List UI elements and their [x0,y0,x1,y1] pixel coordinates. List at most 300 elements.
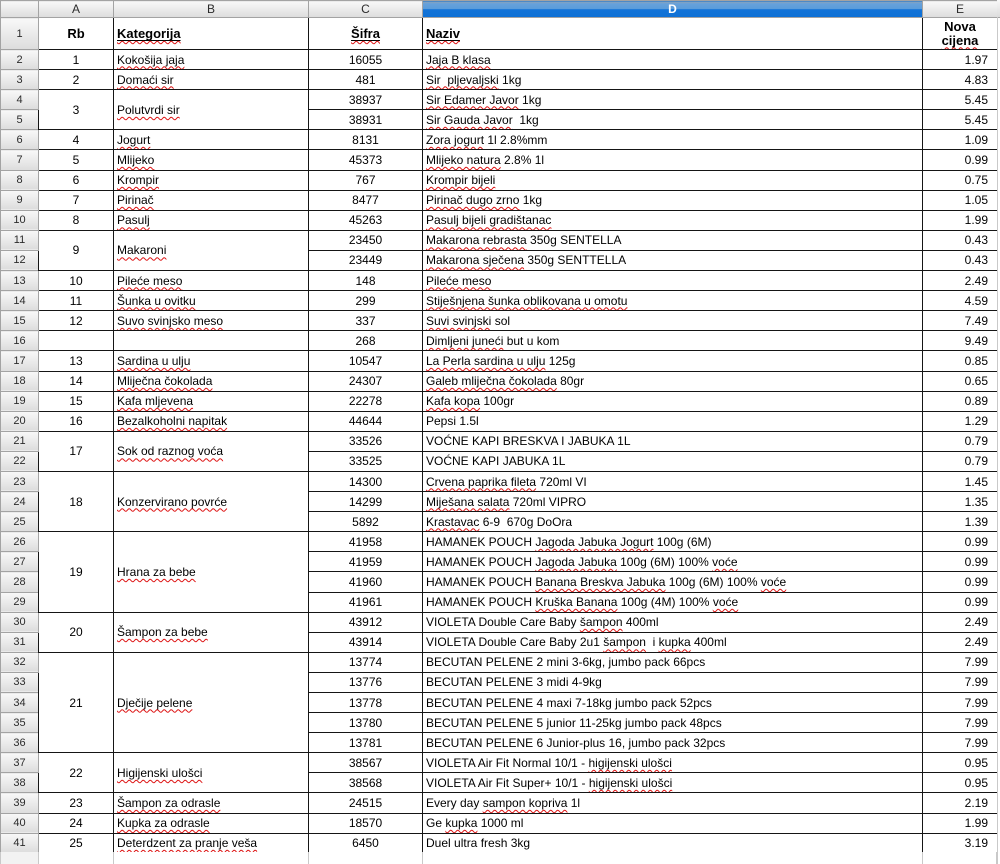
cell-A2[interactable]: 1 [39,50,114,70]
cell-C33[interactable]: 13776 [309,672,423,692]
cell-B40[interactable] [114,813,309,833]
row-header-8[interactable]: 8 [1,170,39,190]
row-header-4[interactable]: 4 [1,90,39,110]
table-row [1,150,998,170]
cell-A15[interactable]: 12 [39,311,114,331]
cell-D32[interactable]: BECUTAN PELENE 2 mini 3-6kg, jumbo pack 66pcs [423,652,923,672]
misspelled-text: Pirinač dugo zrno [426,193,520,208]
cell-A14[interactable]: 11 [39,291,114,311]
cell-E30[interactable]: 2.49 [923,612,998,632]
cell-D15[interactable]: Suvi svinjski sol [423,311,923,331]
row-header-17[interactable]: 17 [1,351,39,371]
cell-D12[interactable]: Makarona sječena 350g SENTTELLA [423,250,923,270]
cell-D36[interactable]: BECUTAN PELENE 6 Junior-plus 16, jumbo pack 32pcs [423,733,923,753]
cell-D24[interactable]: Miješana salata 720ml VIPRO [423,492,923,512]
cell-C23[interactable]: 14300 [309,471,423,491]
cell-A7[interactable]: 5 [39,150,114,170]
cell-E27[interactable]: 0.99 [923,552,998,572]
row-header-31[interactable]: 31 [1,632,39,652]
misspelled-text: Higijenski ulošci [117,765,203,780]
misspelled-text: Stiješnjena šunka oblikovana u omotu [426,293,628,308]
cell-B18[interactable] [114,371,309,391]
cell-E17[interactable]: 0.85 [923,351,998,371]
row-header-3[interactable]: 3 [1,70,39,90]
cell-E14[interactable]: 4.59 [923,291,998,311]
misspelled-text: Bezalkoholni napitak [117,414,228,429]
row-header-30[interactable]: 30 [1,612,39,632]
cell-A3[interactable]: 2 [39,70,114,90]
cell-B4[interactable] [114,90,309,130]
misspelled-text: Zora jogurt [426,132,485,147]
misspelled-text: voće [712,595,739,610]
cell-A18[interactable]: 14 [39,371,114,391]
cell-A30[interactable]: 20 [39,612,114,652]
misspelled-text: voće [712,554,738,569]
cell-C3[interactable]: 481 [309,70,423,90]
misspelled-text: Jagoda Jabuka Jogurt [535,534,654,549]
misspelled-text: Suvo svinjsko meso [117,313,224,328]
table-row [1,753,998,773]
table-row [1,90,998,110]
cell-E1[interactable]: Nova cijena [923,18,998,50]
row-header-27[interactable]: 27 [1,552,39,572]
misspelled-text: Makarona rebrasta [426,233,527,248]
misspelled-text: Kupka za odrasle [117,816,210,831]
row-header-16[interactable]: 16 [1,331,39,351]
cell-B16[interactable] [114,331,309,351]
cell-C35[interactable]: 13780 [309,713,423,733]
cell-D17[interactable]: La Perla sardina u ulju 125g [423,351,923,371]
cell-B3[interactable] [114,70,309,90]
cell-D16[interactable]: Dimljeni juneći but u kom [423,331,923,351]
cell-A13[interactable]: 10 [39,271,114,291]
row-header-12[interactable]: 12 [1,250,39,270]
cell-D34[interactable]: BECUTAN PELENE 4 maxi 7-18kg jumbo pack 52pcs [423,693,923,713]
column-header-E[interactable]: E [923,1,998,18]
cell-E24[interactable]: 1.35 [923,492,998,512]
header-label [117,26,181,41]
cell-C25[interactable]: 5892 [309,512,423,532]
misspelled-text: Makarona sječena [426,253,525,268]
cell-B17[interactable] [114,351,309,371]
cell-E23[interactable]: 1.45 [923,471,998,491]
cell-D26[interactable]: HAMANEK POUCH Jagoda Jabuka Jogurt 100g (6M) [423,532,923,552]
column-header-A[interactable]: A [39,1,114,18]
cell-C9[interactable]: 8477 [309,190,423,210]
row-header-32[interactable]: 32 [1,652,39,672]
cell-E19[interactable]: 0.89 [923,391,998,411]
cell-C26[interactable]: 41958 [309,532,423,552]
cell-D35[interactable]: BECUTAN PELENE 5 junior 11-25kg jumbo pack 48pcs [423,713,923,733]
row-header-21[interactable]: 21 [1,431,39,451]
column-header-D[interactable]: D [423,1,923,18]
cell-E2[interactable]: 1.97 [923,50,998,70]
misspelled-text: Kokošija jaja [117,52,185,67]
cell-C39[interactable]: 24515 [309,793,423,813]
cell-E5[interactable]: 5.45 [923,110,998,130]
row-header-18[interactable]: 18 [1,371,39,391]
cell-E40[interactable]: 1.99 [923,813,998,833]
cell-E15[interactable]: 7.49 [923,311,998,331]
misspelled-text: La Perla sardina u ulju [426,353,546,368]
cell-D40[interactable]: Ge kupka 1000 ml [423,813,923,833]
cell-B13[interactable] [114,271,309,291]
cell-E39[interactable]: 2.19 [923,793,998,813]
misspelled-text: Kategorija [117,26,181,41]
cell-D3[interactable]: Sir pljevaljski 1kg [423,70,923,90]
misspelled-text: Sok od raznog voća [117,444,224,459]
misspelled-text: Pileće meso [117,273,183,288]
gridline [113,852,114,864]
misspelled-text: Šifra [351,26,380,41]
cell-C38[interactable]: 38568 [309,773,423,793]
cell-C1[interactable] [309,18,423,50]
cell-D25[interactable]: Krastavac 6-9 670g DoOra [423,512,923,532]
row-header-41[interactable]: 41 [1,833,39,853]
misspelled-text: Polutvrdi sir [117,102,180,117]
cell-D9[interactable]: Pirinač dugo zrno 1kg [423,190,923,210]
cell-C11[interactable]: 23450 [309,230,423,250]
cell-A37[interactable]: 22 [39,753,114,793]
cell-B14[interactable] [114,291,309,311]
table-row [1,652,998,672]
cell-B11[interactable] [114,230,309,270]
row-header-35[interactable]: 35 [1,713,39,733]
misspelled-text: Šunka u ovitku [117,293,196,308]
cell-C8[interactable]: 767 [309,170,423,190]
column-header-C[interactable]: C [309,1,423,18]
cell-A26[interactable]: 19 [39,532,114,612]
cell-A20[interactable]: 16 [39,411,114,431]
cell-C28[interactable]: 41960 [309,572,423,592]
cell-E7[interactable]: 0.99 [923,150,998,170]
cell-B23[interactable] [114,471,309,531]
cell-D2[interactable] [423,50,923,70]
cell-C20[interactable]: 44644 [309,411,423,431]
cell-C17[interactable]: 10547 [309,351,423,371]
table-row [1,130,998,150]
cell-D31[interactable]: VIOLETA Double Care Baby 2u1 šampon i kupka 400ml [423,632,923,652]
column-header-B[interactable]: B [114,1,309,18]
table-row [1,190,998,210]
cell-E6[interactable]: 1.09 [923,130,998,150]
row-header-6[interactable]: 6 [1,130,39,150]
cell-E41[interactable]: 3.19 [923,833,998,853]
cell-B1[interactable] [114,18,309,50]
header-row-1 [1,18,998,50]
cell-B39[interactable] [114,793,309,813]
table-row [1,431,998,451]
cell-E28[interactable]: 0.99 [923,572,998,592]
row-header-11[interactable]: 11 [1,230,39,250]
misspelled-text: šampon [603,635,646,650]
row-header-7[interactable]: 7 [1,150,39,170]
cell-D37[interactable]: VIOLETA Air Fit Normal 10/1 - higijenski ulošci [423,753,923,773]
cell-B2[interactable] [114,50,309,70]
row-header-40[interactable]: 40 [1,813,39,833]
cell-A8[interactable]: 6 [39,170,114,190]
cell-A6[interactable]: 4 [39,130,114,150]
misspelled-text: Miješana salata [426,494,510,509]
misspelled-text: Suvi svinjski [426,313,492,328]
cell-D30[interactable]: VIOLETA Double Care Baby šampon 400ml [423,612,923,632]
cell-D5[interactable]: Sir Gauda Javor 1kg [423,110,923,130]
row-header-2[interactable]: 2 [1,50,39,70]
cell-D28[interactable]: HAMANEK POUCH Banana Breskva Jabuka 100g (6M) 100% voće [423,572,923,592]
table-row [1,230,998,250]
cell-B41[interactable] [114,833,309,853]
row-header-28[interactable]: 28 [1,572,39,592]
table-row [1,351,998,371]
row-header-26[interactable]: 26 [1,532,39,552]
cell-E29[interactable]: 0.99 [923,592,998,612]
cell-E26[interactable]: 0.99 [923,532,998,552]
row-header-36[interactable]: 36 [1,733,39,753]
row-header-10[interactable]: 10 [1,210,39,230]
cell-E34[interactable]: 7.99 [923,693,998,713]
cell-E10[interactable]: 1.99 [923,210,998,230]
row-header-23[interactable]: 23 [1,471,39,491]
cell-D18[interactable]: Galeb mliječna čokolada 80gr [423,371,923,391]
cell-E31[interactable]: 2.49 [923,632,998,652]
misspelled-text: Sir Gauda Javor [426,112,513,127]
cell-C27[interactable]: 41959 [309,552,423,572]
cell-E13[interactable]: 2.49 [923,271,998,291]
table-row [1,331,998,351]
cell-A1[interactable]: Rb [39,18,114,50]
misspelled-text: Banana Breskva Jabuka [535,574,666,589]
cell-A23[interactable]: 18 [39,471,114,531]
row-header-34[interactable]: 34 [1,693,39,713]
cell-C5[interactable]: 38931 [309,110,423,130]
misspelled-text: šampon [579,615,623,630]
cell-B10[interactable] [114,210,309,230]
cell-E18[interactable]: 0.65 [923,371,998,391]
cell-C32[interactable]: 13774 [309,652,423,672]
cell-B37[interactable] [114,753,309,793]
cell-C29[interactable]: 41961 [309,592,423,612]
table-row [1,471,998,491]
cell-D20[interactable]: Pepsi 1.5l [423,411,923,431]
cell-A40[interactable]: 24 [39,813,114,833]
cell-E32[interactable]: 7.99 [923,652,998,672]
cell-E12[interactable]: 0.43 [923,250,998,270]
cell-A21[interactable]: 17 [39,431,114,471]
gridline [922,852,923,864]
row-header-24[interactable]: 24 [1,492,39,512]
misspelled-text: Kafa kopa [426,394,481,409]
gridline [996,852,997,864]
row-header-39[interactable]: 39 [1,793,39,813]
misspelled-text: Galeb mliječna čokolada [426,374,557,389]
row-header-29[interactable]: 29 [1,592,39,612]
cell-C24[interactable]: 14299 [309,492,423,512]
cell-A10[interactable]: 8 [39,210,114,230]
row-header-5[interactable]: 5 [1,110,39,130]
cell-C40[interactable]: 18570 [309,813,423,833]
cell-B9[interactable] [114,190,309,210]
misspelled-text: Pasulj [117,213,150,228]
cell-C18[interactable]: 24307 [309,371,423,391]
cell-D41[interactable]: Duel ultra fresh 3kg [423,833,923,853]
row-header-20[interactable]: 20 [1,411,39,431]
cell-C22[interactable]: 33525 [309,451,423,471]
table-row [1,793,998,813]
cell-C14[interactable]: 299 [309,291,423,311]
gridline [38,852,39,864]
cell-C37[interactable]: 38567 [309,753,423,773]
cell-D8[interactable] [423,170,923,190]
row-header-42-partial[interactable] [0,852,39,864]
table-row [1,411,998,431]
cell-D1[interactable] [423,18,923,50]
partial-row-42[interactable] [0,852,997,864]
cell-A41[interactable]: 25 [39,833,114,853]
cell-B21[interactable] [114,431,309,471]
row-header-1[interactable]: 1 [1,18,39,50]
row-header-25[interactable]: 25 [1,512,39,532]
cell-E35[interactable]: 7.99 [923,713,998,733]
cell-A9[interactable]: 7 [39,190,114,210]
cell-D4[interactable]: Sir Edamer Javor 1kg [423,90,923,110]
cell-C15[interactable]: 337 [309,311,423,331]
cell-C4[interactable]: 38937 [309,90,423,110]
cell-D38[interactable]: VIOLETA Air Fit Super+ 10/1 - higijenski ulošci [423,773,923,793]
column-header-row [1,1,998,18]
cell-B26[interactable] [114,532,309,612]
table-row [1,311,998,331]
cell-E9[interactable]: 1.05 [923,190,998,210]
misspelled-text: Dječije pelene [117,695,193,710]
cell-B19[interactable] [114,391,309,411]
misspelled-text: Pirinač [117,193,154,208]
cell-C7[interactable]: 45373 [309,150,423,170]
cell-A11[interactable]: 9 [39,230,114,270]
cell-C41[interactable]: 6450 [309,833,423,853]
cell-C16[interactable]: 268 [309,331,423,351]
cell-D33[interactable]: BECUTAN PELENE 3 midi 4-9kg [423,672,923,692]
cell-E38[interactable]: 0.95 [923,773,998,793]
row-header-14[interactable]: 14 [1,291,39,311]
table-row [1,833,998,853]
cell-C21[interactable]: 33526 [309,431,423,451]
cell-E8[interactable]: 0.75 [923,170,998,190]
cell-D21[interactable]: VOĆNE KAPI BRESKVA I JABUKA 1L [423,431,923,451]
gridline [308,852,309,864]
cell-A32[interactable]: 21 [39,652,114,752]
cell-D23[interactable]: Crvena paprika fileta 720ml VI [423,471,923,491]
cell-C34[interactable]: 13778 [309,693,423,713]
misspelled-text: Jogurt [117,132,151,147]
misspelled-text: Kruška Banana [535,595,618,610]
cell-C36[interactable]: 13781 [309,733,423,753]
cell-A16[interactable] [39,331,114,351]
row-header-22[interactable]: 22 [1,451,39,471]
misspelled-text: voće [760,574,787,589]
table-row [1,50,998,70]
cell-E16[interactable]: 9.49 [923,331,998,351]
header-label [426,26,460,41]
cell-D29[interactable]: HAMANEK POUCH Kruška Banana 100g (4M) 100% voće [423,592,923,612]
cell-D22[interactable]: VOĆNE KAPI JABUKA 1L [423,451,923,471]
cell-D19[interactable]: Kafa kopa 100gr [423,391,923,411]
cell-E21[interactable]: 0.79 [923,431,998,451]
cell-A19[interactable]: 15 [39,391,114,411]
cell-C31[interactable]: 43914 [309,632,423,652]
cell-E36[interactable]: 7.99 [923,733,998,753]
cell-D6[interactable]: Zora jogurt 1l 2.8%mm [423,130,923,150]
cell-E3[interactable]: 4.83 [923,70,998,90]
table-row [1,391,998,411]
misspelled-text: sampon kopriva [482,796,568,811]
cell-C2[interactable]: 16055 [309,50,423,70]
cell-E33[interactable]: 7.99 [923,672,998,692]
misspelled-text: kupka [445,816,478,831]
cell-D13[interactable] [423,271,923,291]
cell-D39[interactable]: Every day sampon kopriva 1l [423,793,923,813]
table-row [1,532,998,552]
cell-E22[interactable]: 0.79 [923,451,998,471]
row-header-38[interactable]: 38 [1,773,39,793]
row-header-15[interactable]: 15 [1,311,39,331]
row-header-9[interactable]: 9 [1,190,39,210]
row-header-33[interactable]: 33 [1,672,39,692]
cell-E37[interactable]: 0.95 [923,753,998,773]
misspelled-text: Krompir bijeli [426,173,496,188]
cell-C19[interactable]: 22278 [309,391,423,411]
row-header-13[interactable]: 13 [1,271,39,291]
cell-D10[interactable] [423,210,923,230]
cell-C6[interactable]: 8131 [309,130,423,150]
cell-B6[interactable] [114,130,309,150]
cell-B15[interactable] [114,311,309,331]
misspelled-text: Domaći sir [117,72,174,87]
misspelled-text: Mliječna čokolada [117,374,213,389]
gridline [422,852,423,864]
cell-D14[interactable] [423,291,923,311]
cell-B30[interactable] [114,612,309,652]
cell-C12[interactable]: 23449 [309,250,423,270]
cell-A39[interactable]: 23 [39,793,114,813]
cell-D7[interactable]: Mlijeko natura 2.8% 1l [423,150,923,170]
cell-C13[interactable]: 148 [309,271,423,291]
misspelled-text: Pileće meso [426,273,492,288]
cell-D27[interactable]: HAMANEK POUCH Jagoda Jabuka 100g (6M) 100% voće [423,552,923,572]
cell-E4[interactable]: 5.45 [923,90,998,110]
cell-C30[interactable]: 43912 [309,612,423,632]
cell-A17[interactable]: 13 [39,351,114,371]
cell-E11[interactable]: 0.43 [923,230,998,250]
cell-A4[interactable]: 3 [39,90,114,130]
cell-B8[interactable] [114,170,309,190]
cell-D11[interactable]: Makarona rebrasta 350g SENTELLA [423,230,923,250]
cell-B7[interactable] [114,150,309,170]
cell-E25[interactable]: 1.39 [923,512,998,532]
select-all-corner[interactable] [1,1,39,18]
cell-C10[interactable]: 45263 [309,210,423,230]
cell-E20[interactable]: 1.29 [923,411,998,431]
table-row [1,371,998,391]
cell-B32[interactable] [114,652,309,752]
table-row [1,170,998,190]
cell-B20[interactable] [114,411,309,431]
row-header-37[interactable]: 37 [1,753,39,773]
table-row [1,612,998,632]
row-header-19[interactable]: 19 [1,391,39,411]
misspelled-text: Hrana za bebe [117,564,196,579]
misspelled-text: Šampon za bebe [117,625,208,640]
misspelled-text: Crvena paprika fileta [426,474,537,489]
